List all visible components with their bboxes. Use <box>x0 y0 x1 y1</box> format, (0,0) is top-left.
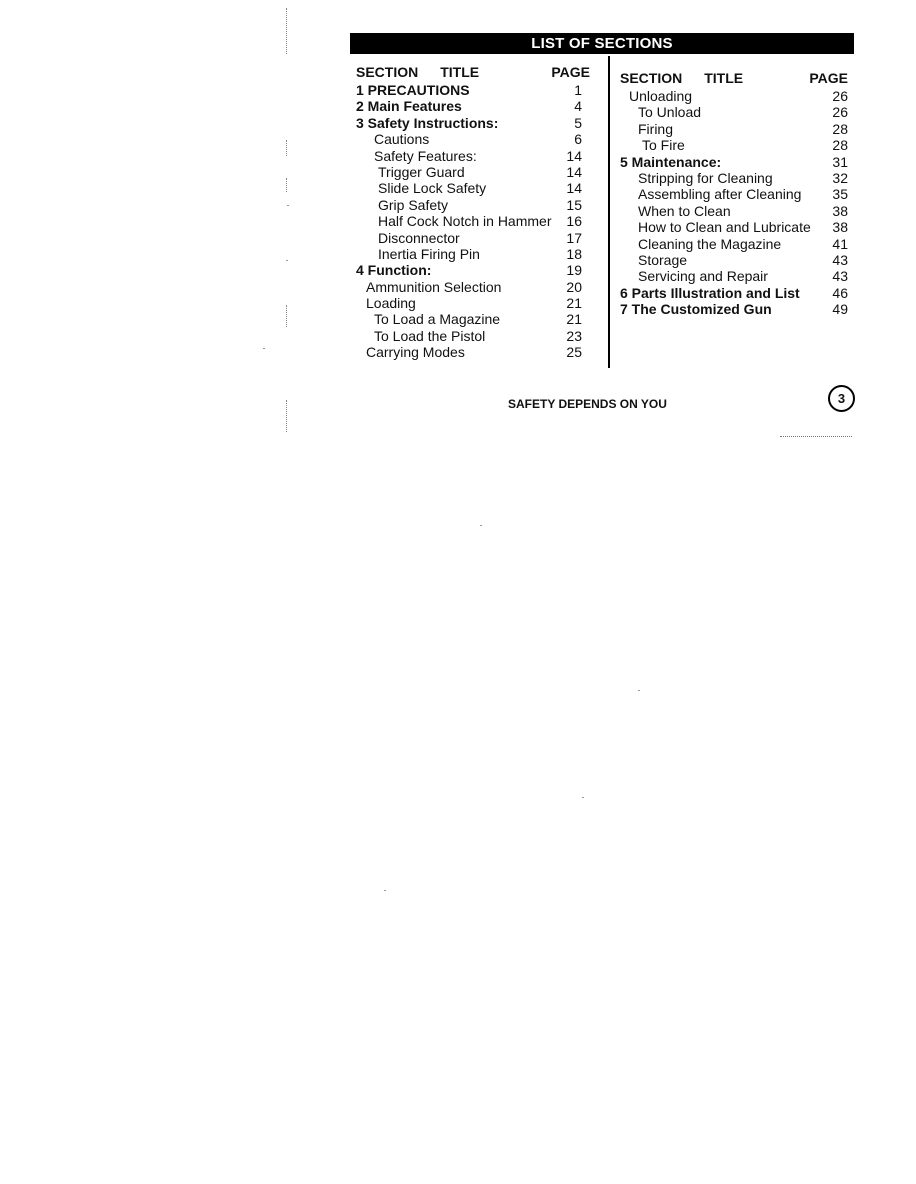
toc-entry-title: 7 The Customized Gun <box>620 301 772 318</box>
toc-entry-title: Ammunition Selection <box>366 278 502 295</box>
toc-right-list <box>620 88 848 317</box>
toc-entry-page: 6 <box>574 131 582 148</box>
toc-entry-page: 43 <box>832 251 848 268</box>
toc-entry-title: 6 Parts Illustration and List <box>620 284 800 301</box>
scan-speck <box>263 348 265 349</box>
toc-entry-page: 1 <box>574 82 582 98</box>
toc-entry <box>356 82 590 98</box>
toc-entry-page: 46 <box>832 284 848 301</box>
toc-entry <box>620 268 848 284</box>
toc-entry <box>620 186 848 202</box>
scan-artifact <box>286 140 287 156</box>
toc-entry-page: 16 <box>566 213 582 230</box>
toc-entry-page: 14 <box>566 180 582 197</box>
scan-artifact <box>286 305 287 327</box>
toc-entry-title: Grip Safety <box>378 196 449 213</box>
scan-speck <box>286 260 288 261</box>
toc-entry-title: Disconnector <box>378 229 460 246</box>
toc-entry <box>620 236 848 252</box>
toc-entry-page: 32 <box>832 169 848 186</box>
toc-entry-title: Half Cock Notch in Hammer <box>378 213 552 230</box>
toc-entry-title: To Unload <box>638 104 702 121</box>
toc-entry-title: Safety Features: <box>374 147 477 164</box>
toc-entry-title: To Load the Pistol <box>374 327 486 344</box>
toc-entry-page: 15 <box>566 196 582 213</box>
toc-entry-page: 38 <box>832 219 848 236</box>
toc-entry-page: 43 <box>832 268 848 285</box>
toc-entry-page: 35 <box>832 186 848 203</box>
scan-speck <box>384 890 386 891</box>
toc-entry <box>356 213 590 229</box>
toc-left-list <box>356 82 590 361</box>
toc-entry <box>620 203 848 219</box>
toc-entry <box>356 279 590 295</box>
toc-entry-page: 25 <box>566 344 582 361</box>
toc-entry <box>620 154 848 170</box>
toc-entry-title: 4 Function: <box>356 262 432 279</box>
toc-entry-title: To Load a Magazine <box>374 311 501 328</box>
toc-entry-title: Cautions <box>374 131 430 148</box>
scan-artifact <box>286 178 287 192</box>
section-column-label: SECTION <box>620 70 683 86</box>
toc-entry-page: 18 <box>566 245 582 262</box>
toc-entry-title: How to Clean and Lubricate <box>638 219 811 236</box>
toc-entry-title: When to Clean <box>638 202 731 219</box>
toc-left-column-header <box>356 62 590 82</box>
toc-entry-page: 26 <box>832 88 848 104</box>
toc-entry <box>356 148 590 164</box>
toc-entry <box>356 344 590 360</box>
toc-entry <box>356 295 590 311</box>
toc-entry <box>620 252 848 268</box>
toc-entry-page: 17 <box>566 229 582 246</box>
scan-dotted-line <box>780 436 852 437</box>
toc-entry-title: Servicing and Repair <box>638 268 768 285</box>
toc-entry <box>356 197 590 213</box>
title-column-label: TITLE <box>440 64 480 80</box>
toc-entry-title: Unloading <box>629 88 693 104</box>
toc-entry-title: Inertia Firing Pin <box>378 245 480 262</box>
toc-entry <box>356 230 590 246</box>
toc-entry-title: To Fire <box>642 137 685 154</box>
toc-entry-page: 21 <box>566 295 582 312</box>
toc-entry-page: 14 <box>566 147 582 164</box>
toc-entry-page: 28 <box>832 137 848 154</box>
page-number-badge: 3 <box>828 385 855 412</box>
toc-entry-title: Trigger Guard <box>378 163 465 180</box>
toc-entry-title: 5 Maintenance: <box>620 153 722 170</box>
toc-right-column-header <box>620 68 848 88</box>
toc-entry <box>356 131 590 147</box>
toc-entry-page: 38 <box>832 202 848 219</box>
toc-entry-title: 1 PRECAUTIONS <box>356 82 470 98</box>
toc-entry <box>620 301 848 317</box>
toc-entry-title: Carrying Modes <box>366 344 465 361</box>
toc-entry <box>620 88 848 104</box>
title-column-label: TITLE <box>704 70 744 86</box>
toc-entry-page: 5 <box>574 114 582 131</box>
toc-entry-page: 41 <box>832 235 848 252</box>
toc-entry-page: 28 <box>832 120 848 137</box>
toc-entry-title: Firing <box>638 120 674 137</box>
toc-entry-page: 21 <box>566 311 582 328</box>
toc-entry-page: 23 <box>566 327 582 344</box>
scan-artifact <box>286 400 287 432</box>
toc-entry-page: 31 <box>832 153 848 170</box>
toc-entry <box>356 164 590 180</box>
toc-entry-title: 3 Safety Instructions: <box>356 114 499 131</box>
toc-entry-page: 26 <box>832 104 848 121</box>
scan-speck <box>287 205 289 206</box>
toc-entry <box>356 311 590 327</box>
toc-entry <box>356 328 590 344</box>
scan-speck <box>582 797 584 798</box>
toc-entry <box>620 285 848 301</box>
section-column-label: SECTION <box>356 64 419 80</box>
toc-entry-title: 2 Main Features <box>356 98 462 115</box>
scan-speck <box>480 525 482 526</box>
toc-left-column <box>356 62 590 361</box>
toc-entry-title: Slide Lock Safety <box>378 180 487 197</box>
toc-entry <box>356 246 590 262</box>
page-column-label: PAGE <box>551 64 590 80</box>
column-divider <box>608 56 610 368</box>
toc-right-column <box>620 68 848 317</box>
toc-entry-page: 14 <box>566 163 582 180</box>
toc-entry <box>620 104 848 120</box>
toc-entry-page: 49 <box>832 301 848 318</box>
toc-entry-title: Assembling after Cleaning <box>638 186 802 203</box>
toc-entry-page: 4 <box>574 98 582 115</box>
toc-entry-title: Loading <box>366 295 416 312</box>
toc-entry <box>356 262 590 278</box>
safety-footer: SAFETY DEPENDS ON YOU <box>508 397 667 411</box>
toc-entry-title: Cleaning the Magazine <box>638 235 782 252</box>
toc-entry <box>620 137 848 153</box>
toc-entry-title: Stripping for Cleaning <box>638 169 773 186</box>
scan-speck <box>638 690 640 691</box>
toc-entry <box>620 121 848 137</box>
toc-entry <box>356 115 590 131</box>
toc-entry <box>620 219 848 235</box>
toc-entry <box>356 180 590 196</box>
toc-entry <box>356 98 590 114</box>
toc-entry <box>620 170 848 186</box>
page-column-label: PAGE <box>809 70 848 86</box>
toc-entry-page: 20 <box>566 278 582 295</box>
toc-entry-title: Storage <box>638 251 688 268</box>
list-of-sections-header: LIST OF SECTIONS <box>350 33 854 54</box>
toc-entry-page: 19 <box>566 262 582 279</box>
scan-artifact <box>286 8 287 54</box>
